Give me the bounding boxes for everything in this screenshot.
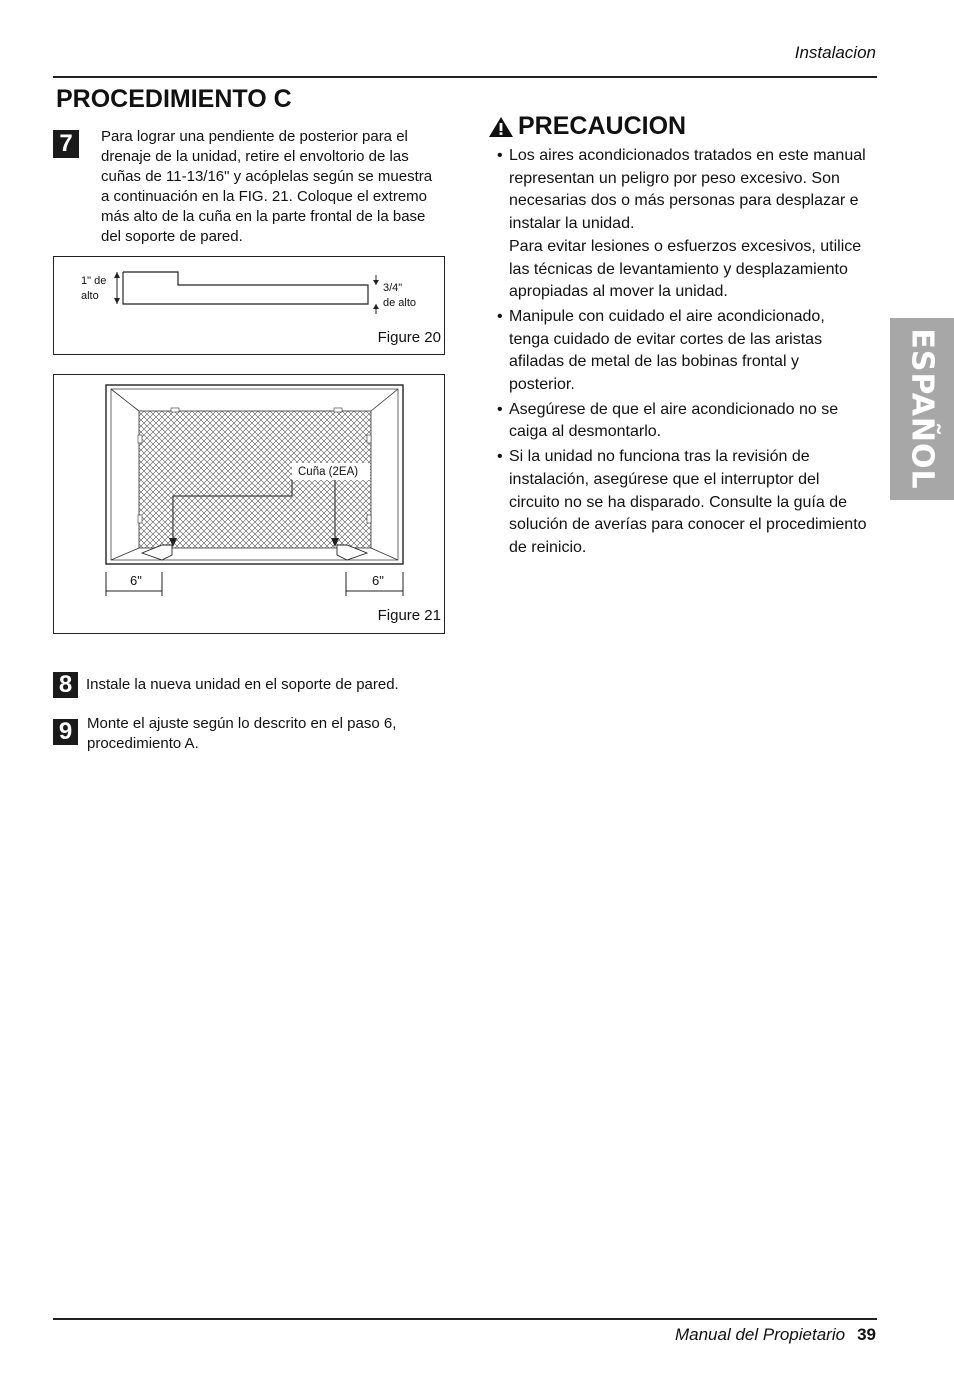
page-number: 39 [857, 1325, 876, 1344]
figure-21-caption: Figure 21 [377, 607, 441, 624]
step-7-number: 7 [53, 130, 79, 158]
caution-item-text: Los aires acondicionados tratados en este manual representan un peligro por peso excesivo. Son necesarias dos o más personas para desplazar e instalar la unidad. [509, 147, 866, 233]
step-8-number: 8 [53, 672, 78, 698]
fig21-dim-right: 6" [372, 573, 384, 588]
step-8-text: Instale la nueva unidad en el soporte de pared. [86, 676, 399, 693]
warning-icon [488, 116, 514, 138]
fig20-left-label-1: 1" de [81, 275, 107, 287]
caution-item [497, 446, 869, 560]
step-9-text: Monte el ajuste según lo descrito en el paso 6, procedimiento A. [87, 715, 397, 752]
footer-text: Manual del Propietario [674, 1325, 846, 1344]
caution-list [497, 145, 869, 562]
page-title: PROCEDIMIENTO C [56, 85, 292, 113]
language-tab-label: ESPAÑOL [904, 328, 940, 490]
figure-21 [53, 374, 445, 634]
caution-item [497, 399, 869, 444]
caution-item-text: Manipule con cuidado el aire acondicionado, tenga cuidado de evitar cortes de las aristas afiladas de metal de las bobinas frontal y posterior. [509, 307, 825, 394]
caution-item-extra: Para evitar lesiones o esfuerzos excesivos, utilice las técnicas de levantamiento y desplazamiento apropiadas al mover la unidad. [509, 237, 862, 301]
step-7-text: Para lograr una pendiente de posterior para el drenaje de la unidad, retire el envoltorio de las cuñas de 11-13/16" y acóplelas según se muestra a continuación en la FIG. 21. Coloque el extremo más alto de la cuña en la parte frontal de la base del soporte de pared. [101, 128, 433, 245]
header-section-title: Instalacion [794, 43, 876, 62]
sleeve-front-view [54, 375, 444, 633]
fig20-right-label-1: 3/4" [383, 282, 403, 294]
language-side-tab [890, 318, 954, 500]
wedge-label: Cuña (2EA) [298, 466, 359, 478]
header-rule [53, 76, 877, 78]
figure-20-caption: Figure 20 [377, 329, 441, 346]
fig20-left-label-2: alto [81, 290, 99, 302]
caution-item-text: Si la unidad no funciona tras la revisión de instalación, asegúrese que el interruptor del circuito no se ha disparado. Consulte la guía de solución de averías para conocer el procedimiento de reinicio. [509, 448, 867, 556]
caution-item [497, 306, 869, 397]
fig21-dim-left: 6" [130, 573, 142, 588]
footer-rule [53, 1318, 877, 1320]
footer [675, 1325, 876, 1345]
caution-item-text: Asegúrese de que el aire acondicionado no se caiga al desmontarlo. [509, 400, 839, 441]
fig20-right-label-2: de alto [383, 297, 417, 309]
caution-title: PRECAUCION [518, 112, 687, 140]
step-9-number: 9 [53, 719, 78, 745]
caution-heading [488, 112, 686, 141]
caution-item [497, 145, 869, 304]
figure-20 [53, 256, 445, 355]
